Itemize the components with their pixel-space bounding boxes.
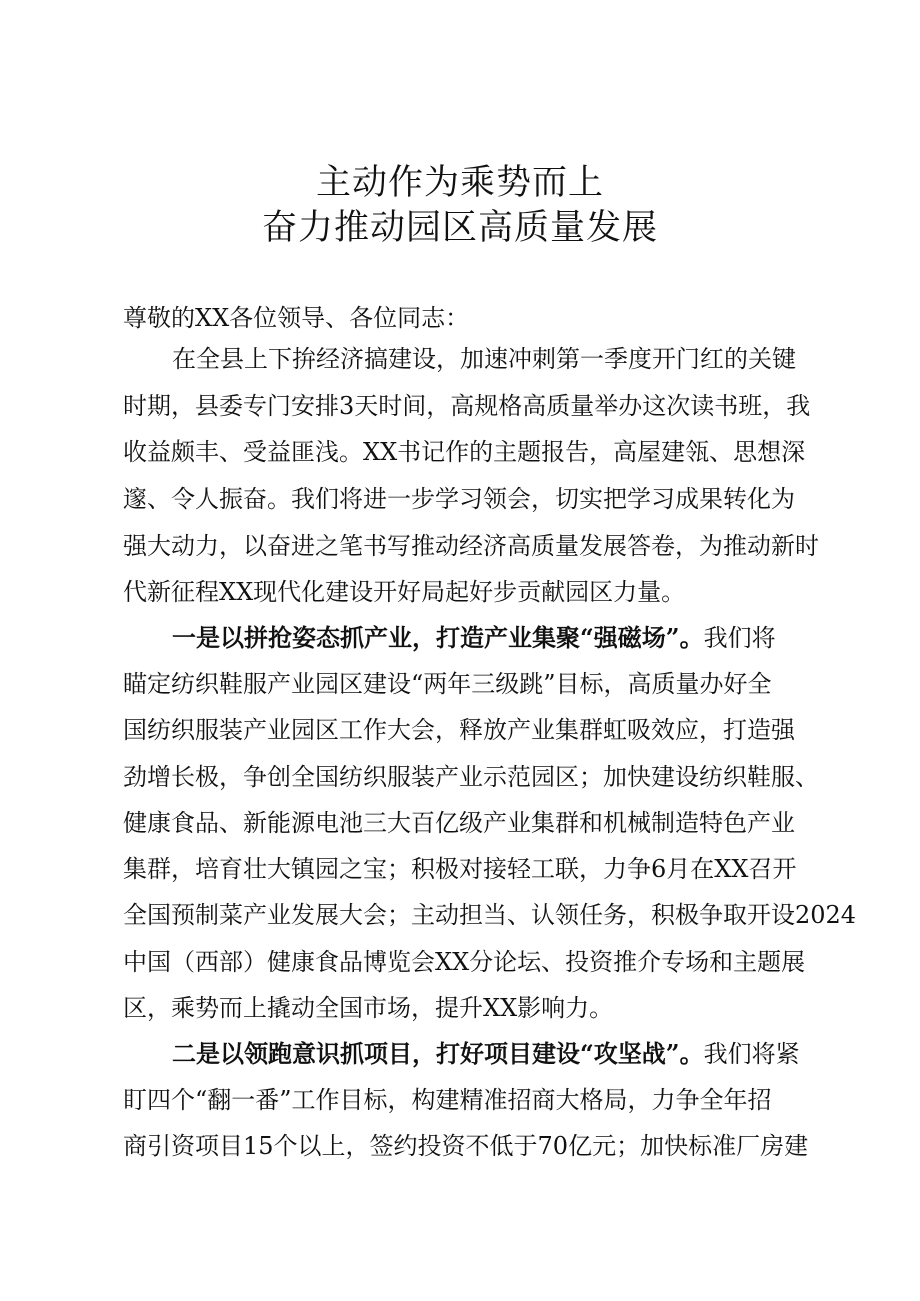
intro-line: 时期，县委专门安排3天时间，高规格高质量举办这次读书班，我: [123, 392, 811, 420]
document-title-line2: 奋力推动园区高质量发展: [261, 208, 658, 248]
section1-line: 劲增长极，争创全国纺织服装产业示范园区；加快建设纺织鞋服、: [123, 763, 819, 791]
section2-heading: 二是以领跑意识抓项目，打好项目建设“攻坚战”。: [172, 1039, 704, 1068]
intro-line: 收益颇丰、受益匪浅。XX书记作的主题报告，高屋建瓴、思想深: [123, 438, 806, 466]
section1-first-line: [172, 622, 872, 654]
document-title-line1: 主动作为乘势而上: [315, 163, 604, 203]
salutation: 尊敬的XX各位领导、各位同志：: [123, 304, 470, 332]
intro-line: 在全县上下拚经济搞建设，加速冲刺第一季度开门红的关键: [172, 345, 796, 373]
section2-first-line-rest: 我们将紧: [703, 1040, 800, 1068]
section2-first-line: [172, 1038, 872, 1070]
section1-line: 中国（西部）健康食品博览会XX分论坛、投资推介专场和主题展: [123, 948, 806, 976]
section1-line: 瞄定纺织鞋服产业园区建设“两年三级跳”目标，高质量办好全: [123, 670, 772, 698]
section1-heading: 一是以拼抢姿态抓产业，打造产业集聚“强磁场”。: [172, 623, 704, 652]
section1-line: 国纺织服装产业园区工作大会，释放产业集群虹吸效应，打造强: [123, 716, 795, 744]
intro-line: 强大动力，以奋进之笔书写推动经济高质量发展答卷，为推动新时: [123, 532, 819, 560]
intro-line: 代新征程XX现代化建设开好局起好步贡献园区力量。: [123, 578, 686, 606]
intro-line: 邃、令人振奋。我们将进一步学习领会，切实把学习成果转化为: [123, 485, 795, 513]
section1-line: 区，乘势而上撬动全国市场，提升XX影响力。: [123, 994, 614, 1022]
section1-line: 全国预制菜产业发展大会；主动担当、认领任务，积极争取开设2024: [123, 901, 857, 929]
section1-line: 健康食品、新能源电池三大百亿级产业集群和机械制造特色产业: [123, 809, 795, 837]
section1-first-line-rest: 我们将: [703, 624, 776, 652]
section1-line: 集群，培育壮大镇园之宝；积极对接轻工联，力争6月在XX召开: [123, 855, 797, 883]
section2-line: 盯四个“翻一番”工作目标，构建精准招商大格局，力争全年招: [123, 1086, 772, 1114]
section2-line: 商引资项目15个以上，签约投资不低于70亿元；加快标准厂房建: [123, 1132, 809, 1160]
